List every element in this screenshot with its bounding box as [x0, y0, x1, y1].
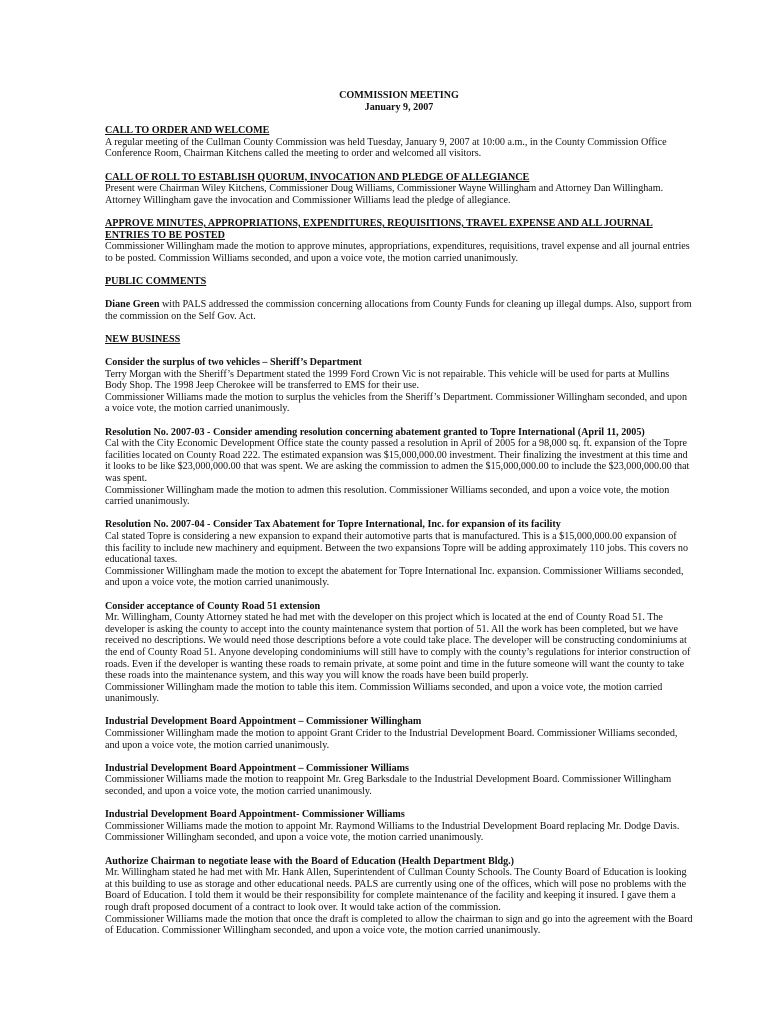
business-item-text: Cal with the City Economic Development Office state the county passed a resolution in April of 2005 for a 98,000 sq. ft. expansion of the Topre facilities located on County Road 222. The estimated expansion was $15,000,000.00 investment. Their finalizing the investment at this time and it looks to be like $23,000,000.00 that was spent. We are asking the commission to admen the $15,000,000.00 to include the $23,000,000.00 that was spent. — [105, 438, 690, 484]
section-text: Commissioner Willingham made the motion to approve minutes, appropriations, expenditures, requisitions, travel expense and all journal entries to be posted. Commission Williams seconded, and upon a voice vote, the motion carried unanimously. — [105, 241, 690, 264]
section-public-comments — [105, 276, 693, 322]
business-item-title: Resolution No. 2007-04 - Consider Tax Abatement for Topre International, Inc. for expansion of its facility — [105, 519, 561, 531]
document-title-block — [105, 90, 693, 113]
section-heading: PUBLIC COMMENTS — [105, 275, 207, 287]
business-item-motion: Commissioner Willingham made the motion to except the abatement for Topre International Inc. expansion. Commissioner Williams seconded, and upon a voice vote, the motion carried unanimously. — [105, 565, 684, 589]
section-roll-call — [105, 172, 693, 207]
business-item-title: Resolution No. 2007-03 - Consider amending resolution concerning abatement granted to Topre International (April 11, 2005) — [105, 426, 645, 438]
business-item-text: Mr. Willingham stated he had met with Mr. Hank Allen, Superintendent of Cullman County Schools. The County Board of Education is looking at this building to use as storage and other educational needs. PALS are currently using one of the offices, which will pose no problems with the Board of Education. I told them it would be their responsibility for complete maintenance of the facility and keeping it insured. I gave them a rough draft proposed document of a contract to look over. It would take action of the commission. — [105, 867, 687, 913]
speaker-name: Diane Green — [105, 299, 160, 311]
business-item — [105, 357, 693, 415]
business-item-motion: Commissioner Williams made the motion to surplus the vehicles from the Sheriff’s Department. Commissioner Willingham seconded, and upon a voice vote, the motion carried unanimously. — [105, 391, 688, 415]
section-text: Present were Chairman Wiley Kitchens, Commissioner Doug Williams, Commissioner Wayne Willingham and Attorney Dan Willingham. Attorney Willingham gave the invocation and Commissioner Williams lead the pledge of allegiance. — [105, 183, 664, 206]
business-item — [105, 716, 693, 751]
section-heading: NEW BUSINESS — [105, 333, 181, 345]
business-item-motion: Commissioner Willingham made the motion to table this item. Commission Williams seconded, and upon a voice vote, the motion carried unanimously. — [105, 681, 663, 705]
business-item-title: Industrial Development Board Appointment – Commissioner Williams — [105, 762, 409, 774]
business-item-motion: Commissioner Willingham made the motion to appoint Grant Crider to the Industrial Development Board. Commissioner Williams seconded, and upon a voice vote, the motion carried unanimously. — [105, 728, 678, 751]
comment-body: with PALS addressed the commission concerning allocations from County Funds for cleaning up illegal dumps. Also, support from the commission on the Self Gov. Act. — [105, 299, 692, 322]
business-item — [105, 601, 693, 705]
business-item-text: Terry Morgan with the Sheriff’s Department stated the 1999 Ford Crown Vic is not repairable. This vehicle will be used for parts at Mullins Body Shop. The 1998 Jeep Cherokee will be transferred to EMS for their use. — [105, 368, 670, 392]
business-item — [105, 427, 693, 508]
business-item-motion: Commissioner Williams made the motion to reappoint Mr. Greg Barksdale to the Industrial Development Board. Commissioner Willingham seconded, and upon a voice vote, the motion carried unanimously. — [105, 774, 672, 798]
business-item-title: Consider the surplus of two vehicles – Sheriff’s Department — [105, 357, 362, 369]
business-item-motion: Commissioner Willingham made the motion to admen this resolution. Commissioner Williams seconded, and upon a voice vote, the motion carried unanimously. — [105, 484, 670, 508]
section-heading: APPROVE MINUTES, APPROPRIATIONS, EXPENDITURES, REQUISITIONS, TRAVEL EXPENSE AND ALL JOURNAL ENTRIES TO BE POSTED — [105, 217, 653, 241]
business-item-title: Authorize Chairman to negotiate lease with the Board of Education (Health Department Bldg.) — [105, 855, 515, 867]
business-item-title: Industrial Development Board Appointment – Commissioner Willingham — [105, 716, 422, 728]
meeting-date: January 9, 2007 — [364, 101, 434, 113]
section-approve-minutes — [105, 218, 693, 264]
business-item-text: Cal stated Topre is considering a new expansion to expand their automotive parts that is manufactured. This is a $15,000,000.00 expansion of this facility to include new machinery and equipment. Between the two expansions Topre will be adding approximately 110 jobs. This covers no educational taxes. — [105, 530, 689, 566]
section-heading: CALL TO ORDER AND WELCOME — [105, 125, 270, 137]
business-item — [105, 809, 693, 844]
business-item-title: Industrial Development Board Appointment- Commissioner Williams — [105, 809, 405, 821]
section-new-business-heading — [105, 334, 693, 346]
business-item — [105, 856, 693, 937]
section-call-to-order — [105, 125, 693, 160]
section-heading: CALL OF ROLL TO ESTABLISH QUORUM, INVOCATION AND PLEDGE OF ALLEGIANCE — [105, 171, 530, 183]
business-item — [105, 763, 693, 798]
business-item-text: Mr. Willingham, County Attorney stated he had met with the developer on this project which is located at the end of County Road 51. The developer is asking the county to accept into the county maintenance system that portion of 51. All the work has been completed, but we have received no descriptions. We would need those descriptions before a vote could take place. The developer will be constructing condominiums at the end of County Road 51. Anyone developing condominiums will still have to comply with the county’s regulations for interior construction of roads. Even if the developer is wanting these roads to remain private, at some point and time in the future someone will want the county to take these roads into the maintenance system, and this way you will know the roads have been build properly. — [105, 612, 691, 682]
business-item-title: Consider acceptance of County Road 51 extension — [105, 600, 321, 612]
business-item-motion: Commissioner Williams made the motion to appoint Mr. Raymond Williams to the Industrial Development Board replacing Mr. Dodge Davis. Commissioner Willingham seconded, and upon a voice vote, the motion carried unanimously. — [105, 820, 680, 844]
section-text: A regular meeting of the Cullman County Commission was held Tuesday, January 9, 2007 at 10:00 a.m., in the County Commission Office Conference Room, Chairman Kitchens called the meeting to order and welcomed all visitors. — [105, 136, 667, 160]
document-page — [105, 90, 693, 948]
business-item-motion: Commissioner Williams made the motion that once the draft is completed to allow the chairman to sign and go into the agreement with the Board of Education. Commissioner Willingham seconded, and upon a voice vote, the motion carried unanimously. — [105, 913, 693, 937]
document-title: COMMISSION MEETING — [339, 90, 459, 101]
business-item — [105, 519, 693, 589]
public-comment-text — [105, 299, 693, 322]
